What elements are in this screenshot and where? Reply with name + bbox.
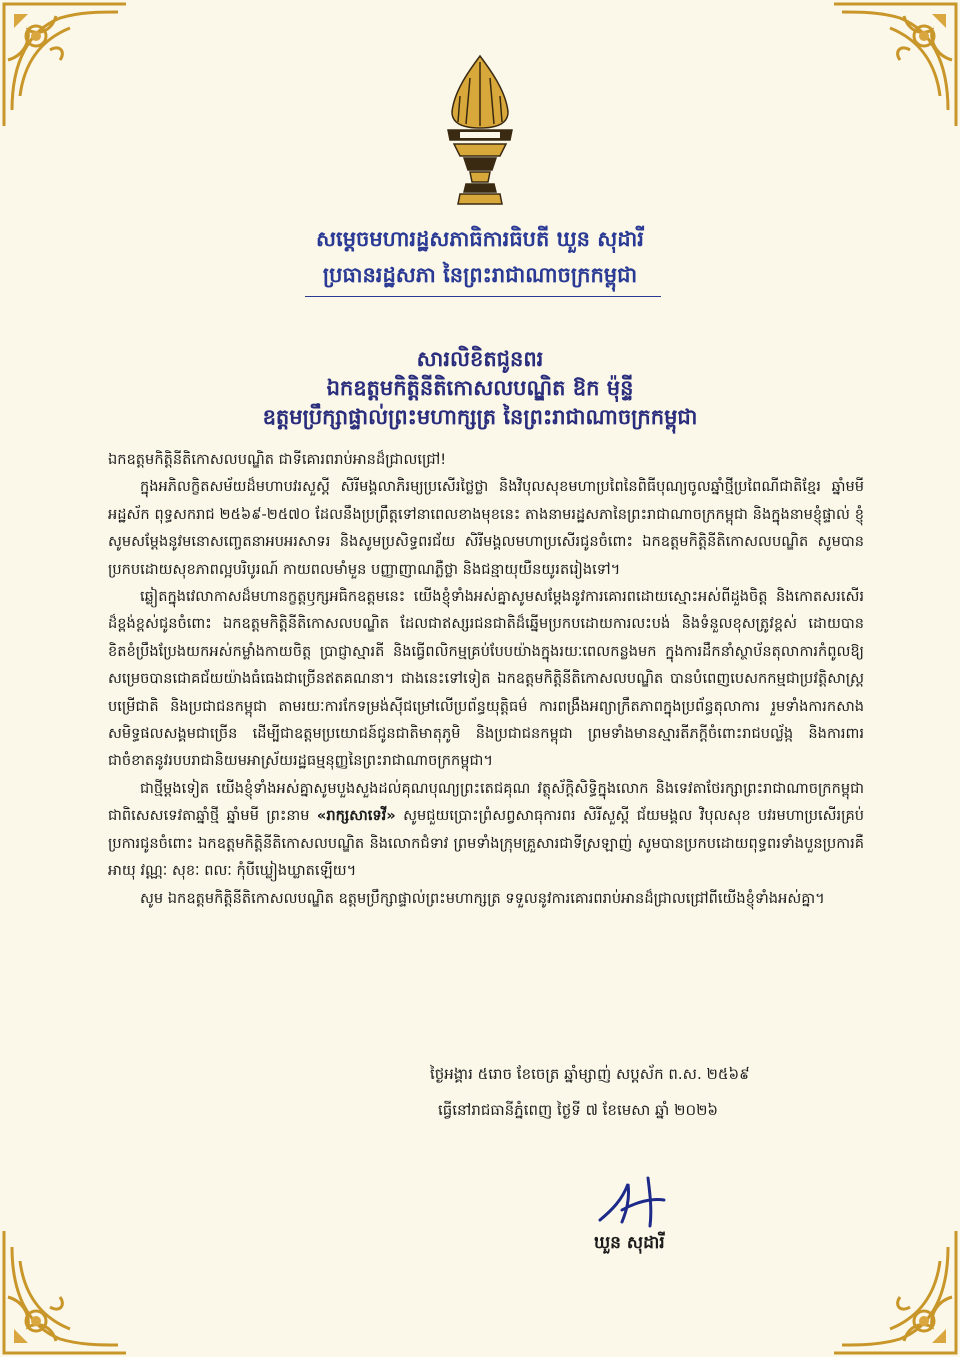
corner-ornament-bottom-right: [830, 1227, 960, 1357]
letter-title: សារលិខិតជូនពរ: [416, 347, 544, 371]
corner-ornament-bottom-left: [0, 1227, 130, 1357]
header-underline: [305, 296, 661, 297]
paragraph-3: [108, 775, 864, 885]
paragraph-3-end: សូមជួយប្រោះព្រំសព្វសាធុការពរ សិរីសួស្តី ជ័យមង្គល វិបុលសុខ បវរមហាប្រសើរគ្រប់ប្រការជូនចំពោះ ឯកឧត្តមកិត្តិនីតិកោសលបណ្ឌិត និងលោកជំទាវ ព្រមទាំងក្រុមគ្រួសារជាទីស្រឡាញ់ សូមបានប្រកបដោយពុទ្ធពរទាំងបួនប្រការគឺ អាយុ វណ្ណៈ សុខៈ ពលៈ កុំបីឃ្លៀងឃ្លាតឡើយ។: [108, 807, 864, 880]
national-assembly-emblem: [430, 52, 530, 212]
president-title-heading: ប្រធានរដ្ឋសភា នៃព្រះរាជាណាចក្រកម្ពុជា: [322, 263, 638, 287]
president-name-heading: សម្តេចមហារដ្ឋសភាធិការធិបតី ឃួន សុដារី: [316, 227, 644, 251]
paragraph-2: ឆ្លៀតក្នុងវេលាកាសដ៏មហានក្ខត្តឫក្សអធិកឧត្តមនេះ យើងខ្ញុំទាំងអស់គ្នាសូមសម្តែងនូវការគោរពដោយស្មោះអស់ពីដួងចិត្ត និងកោតសរសើរដ៏ខ្ពង់ខ្ពស់ជូនចំពោះ ឯកឧត្តមកិត្តិនីតិកោសលបណ្ឌិត ដែលជាឥស្សរជនជាតិដ៏ឆ្នើមប្រកបដោយការលះបង់ និងទំនួលខុសត្រូវខ្ពស់ ដោយបានខិតខំប្រឹងប្រែងយកអស់កម្លាំងកាយចិត្ត ប្រាជ្ញាស្មារតី និងធ្វើពលិកម្មគ្រប់បែបយ៉ាងក្នុងរយៈពេលកន្លងមក ក្នុងការដឹកនាំស្ថាប័នតុលាការកំពូលឱ្យសម្រេចបានជោគជ័យយ៉ាងធំធេងជាច្រើនឥតគណនា។ ជាងនេះទៅទៀត ឯកឧត្តមកិត្តិនីតិកោសលបណ្ឌិត បានបំពេញបេសកកម្មជាប្រវត្តិសាស្ត្រ បម្រើជាតិ និងប្រជាជនកម្ពុជា តាមរយៈការកែទម្រង់ស៊ីជម្រៅលើប្រព័ន្ធយុត្តិធម៌ ការពង្រឹងអព្យាក្រឹតភាពក្នុងប្រព័ន្ធតុលាការ រួមទាំងការកសាងសមិទ្ធផលសង្គមជាច្រើន ដើម្បីជាឧត្តមប្រយោជន៍ជូនជាតិមាតុភូមិ និងប្រជាជនកម្ពុជា ព្រមទាំងមានស្មារតីភក្តីចំពោះរាជបល្ល័ង្ក និងការពារជាចំខាតនូវរបបរាជានិយមអាស្រ័យរដ្ឋធម្មនុញ្ញនៃព្រះរាជាណាចក្រកម្ពុជា។: [108, 588, 864, 770]
salutation: ឯកឧត្តមកិត្តិនីតិកោសលបណ្ឌិត ជាទីគោរពរាប់អានដ៏ជ្រាលជ្រៅ!: [108, 451, 447, 468]
deity-name: «រាក្សសាទេវី»: [316, 807, 396, 825]
handwritten-signature: [592, 1170, 682, 1230]
recipient-name: ឯកឧត្តមកិត្តិនីតិកោសលបណ្ឌិត ឱក ម៉ុន្ទី: [326, 376, 634, 400]
signatory-name: ឃួន សុដារី: [594, 1233, 665, 1253]
paragraph-4: សូម ឯកឧត្តមកិត្តិនីតិកោសលបណ្ឌិត ឧត្តមប្រឹក្សាផ្ទាល់ព្រះមហាក្សត្រ ទទួលនូវការគោរពរាប់អានដ៏ជ្រាលជ្រៅពីយើងខ្ញុំទាំងអស់គ្នា។: [140, 889, 825, 907]
solar-date: ធ្វើនៅរាជធានីភ្នំពេញ ថ្ងៃទី ៧ ខែមេសា ឆ្នាំ ២០២៦: [438, 1101, 719, 1119]
corner-ornament-top-left: [0, 0, 130, 130]
paragraph-3-start: ជាថ្មីម្តងទៀត យើងខ្ញុំទាំងអស់គ្នាសូមបួងសួងដល់គុណបុណ្យព្រះតេជគុណ វត្ថុស័ក្តិសិទ្ធិក្នុងលោក និងទេវតាថែរក្សាព្រះរាជាណាចក្រកម្ពុជា ជាពិសេសទេវតាឆ្នាំថ្មី ឆ្នាំមមី ព្រះនាម: [108, 779, 864, 825]
lunar-date: ថ្ងៃអង្គារ ៥រោច ខែចេត្រ ឆ្នាំម្សាញ់ សប្តស័ក ព.ស. ២៥៦៩: [430, 1065, 750, 1083]
corner-ornament-top-right: [830, 0, 960, 130]
recipient-position: ឧត្តមប្រឹក្សាផ្ទាល់ព្រះមហាក្សត្រ នៃព្រះរាជាណាចក្រកម្ពុជា: [262, 405, 698, 429]
letter-body: [108, 446, 864, 912]
paragraph-1: ក្នុងអភិលក្ខិតសម័យដ៏មហាបវរសួស្តី សិរីមង្គលាភិរម្យប្រសើរថ្លៃថ្លា និងវិបុលសុខមហាប្រពៃនៃពិធីបុណ្យចូលឆ្នាំថ្មីប្រពៃណីជាតិខ្មែរ ឆ្នាំមមី អដ្ឋស័ក ពុទ្ធសករាជ ២៥៦៩-២៥៧០ ដែលនឹងប្រព្រឹត្តទៅនាពេលខាងមុខនេះ តាងនាមរដ្ឋសភានៃព្រះរាជាណាចក្រកម្ពុជា និងក្នុងនាមខ្ញុំផ្ទាល់ ខ្ញុំសូមសម្តែងនូវមនោសញ្ចេតនាអបអរសាទរ និងសូមប្រសិទ្ធពរជ័យ សិរីមង្គលមហាប្រសើរជូនចំពោះ ឯកឧត្តមកិត្តិនីតិកោសលបណ្ឌិត សូមបានប្រកបដោយសុខភាពល្អបរិបូរណ៍ កាយពលមាំមួន បញ្ញាញាណភ្លឺថ្លា និងជន្មាយុយឺនយូរតរៀងទៅ។: [108, 478, 864, 578]
